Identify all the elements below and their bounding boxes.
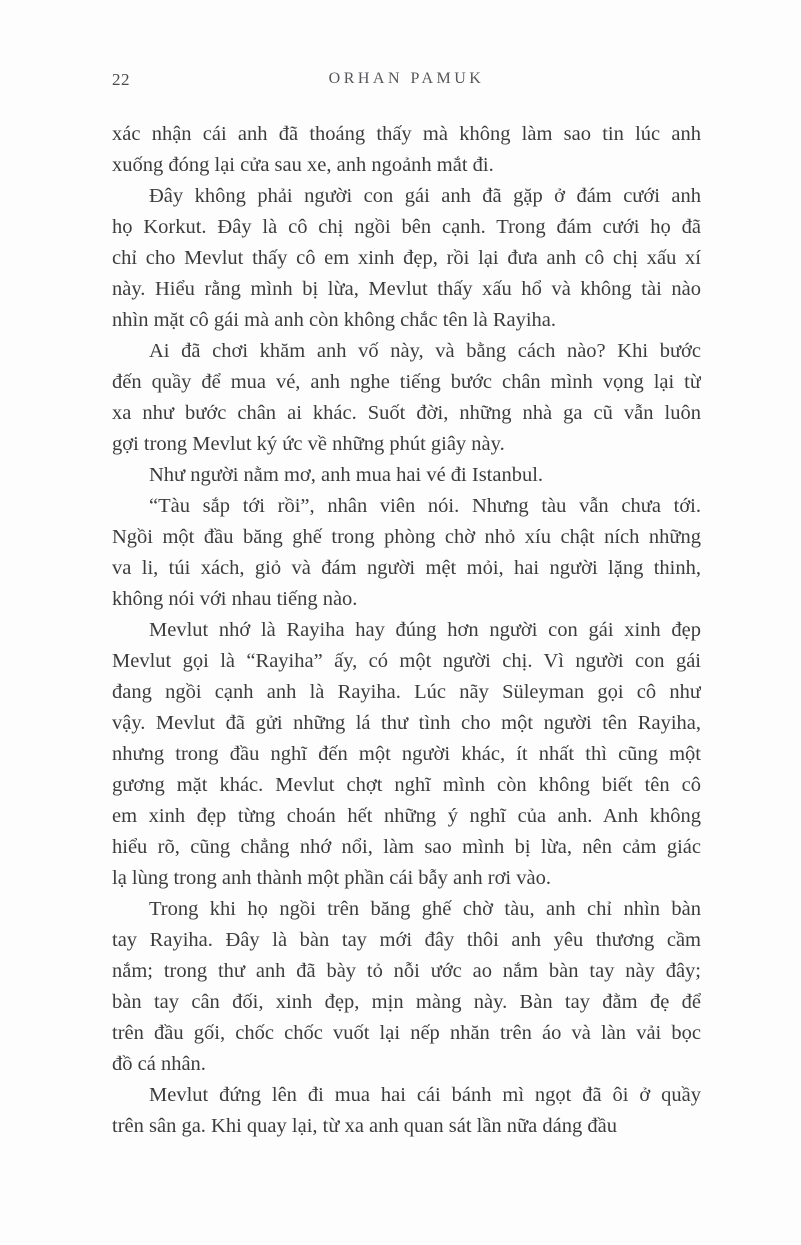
text-line: không nói với nhau tiếng nào. (112, 588, 358, 610)
paragraph (112, 336, 701, 460)
paragraph (112, 615, 701, 894)
header-author-title: ORHAN PAMUK (328, 70, 485, 87)
text-line: lạ lùng trong anh thành một phần cái bẫy anh rơi vào. (112, 867, 551, 889)
text-line: nhưng trong đầu nghĩ đến một người khác, ít nhất thì cũng một (112, 743, 701, 765)
page-body (112, 119, 701, 1142)
page-number: 22 (112, 70, 130, 89)
text-line: chỉ cho Mevlut thấy cô em xinh đẹp, rồi lại đưa anh cô chị xấu xí (112, 247, 701, 269)
text-line: vậy. Mevlut đã gửi những lá thư tình cho một người tên Rayiha, (112, 712, 701, 734)
text-line: Mevlut gọi là “Rayiha” ấy, có một người chị. Vì người con gái (112, 650, 701, 672)
paragraph (112, 181, 701, 336)
paragraph (112, 119, 701, 181)
text-line: nắm; trong thư anh đã bày tỏ nỗi ước ao nắm bàn tay này đây; (112, 960, 701, 982)
text-line: tay Rayiha. Đây là bàn tay mới đây thôi anh yêu thương cầm (112, 929, 701, 951)
text-line: nhìn mặt cô gái mà anh còn không chắc tên là Rayiha. (112, 309, 557, 331)
text-line: xuống đóng lại cửa sau xe, anh ngoảnh mắt đi. (112, 154, 494, 176)
paragraph (112, 894, 701, 1080)
text-line: Mevlut nhớ là Rayiha hay đúng hơn người con gái xinh đẹp (149, 619, 701, 641)
text-line: xa như bước chân ai khác. Suốt đời, những nhà ga cũ vẫn luôn (112, 402, 701, 424)
text-line: em xinh đẹp từng choán hết những ý nghĩ của anh. Anh không (112, 805, 701, 827)
text-line: Mevlut đứng lên đi mua hai cái bánh mì ngọt đã ôi ở quầy (149, 1084, 701, 1106)
text-line: họ Korkut. Đây là cô chị ngồi bên cạnh. Trong đám cưới họ đã (112, 216, 701, 238)
text-line: gợi trong Mevlut ký ức về những phút giây này. (112, 433, 505, 455)
running-header (112, 68, 701, 92)
text-line: đang ngồi cạnh anh là Rayiha. Lúc nãy Süleyman gọi cô như (112, 681, 701, 703)
text-line: trên sân ga. Khi quay lại, từ xa anh quan sát lần nữa dáng đầu (112, 1115, 617, 1137)
paragraph (112, 1080, 701, 1142)
text-line: Trong khi họ ngồi trên băng ghế chờ tàu, anh chỉ nhìn bàn (149, 898, 701, 920)
paragraph (112, 491, 701, 615)
text-line: va li, túi xách, giỏ và đám người mệt mỏi, hai người lặng thinh, (112, 557, 701, 579)
text-line: Như người nằm mơ, anh mua hai vé đi Istanbul. (149, 464, 544, 486)
text-line: bàn tay cân đối, xinh đẹp, mịn màng này. Bàn tay đằm đẹ để (112, 991, 701, 1013)
text-line: đồ cá nhân. (112, 1053, 206, 1075)
text-line: hiểu rõ, cũng chẳng nhớ nổi, làm sao mình bị lừa, nên cảm giác (112, 836, 701, 858)
text-line: gương mặt khác. Mevlut chợt nghĩ mình còn không biết tên cô (112, 774, 701, 796)
text-line: xác nhận cái anh đã thoáng thấy mà không làm sao tin lúc anh (112, 123, 701, 145)
text-line: “Tàu sắp tới rồi”, nhân viên nói. Nhưng tàu vẫn chưa tới. (149, 495, 701, 517)
text-line: trên đầu gối, chốc chốc vuốt lại nếp nhăn trên áo và làn vải bọc (112, 1022, 701, 1044)
text-line: Ngồi một đầu băng ghế trong phòng chờ nhỏ xíu chật ních những (112, 526, 701, 548)
text-line: này. Hiểu rằng mình bị lừa, Mevlut thấy xấu hổ và không tài nào (112, 278, 701, 300)
text-line: đến quầy để mua vé, anh nghe tiếng bước chân mình vọng lại từ (112, 371, 701, 393)
paragraph (112, 460, 701, 491)
text-line: Đây không phải người con gái anh đã gặp ở đám cưới anh (149, 185, 701, 207)
text-line: Ai đã chơi khăm anh vố này, và bằng cách nào? Khi bước (149, 340, 701, 362)
